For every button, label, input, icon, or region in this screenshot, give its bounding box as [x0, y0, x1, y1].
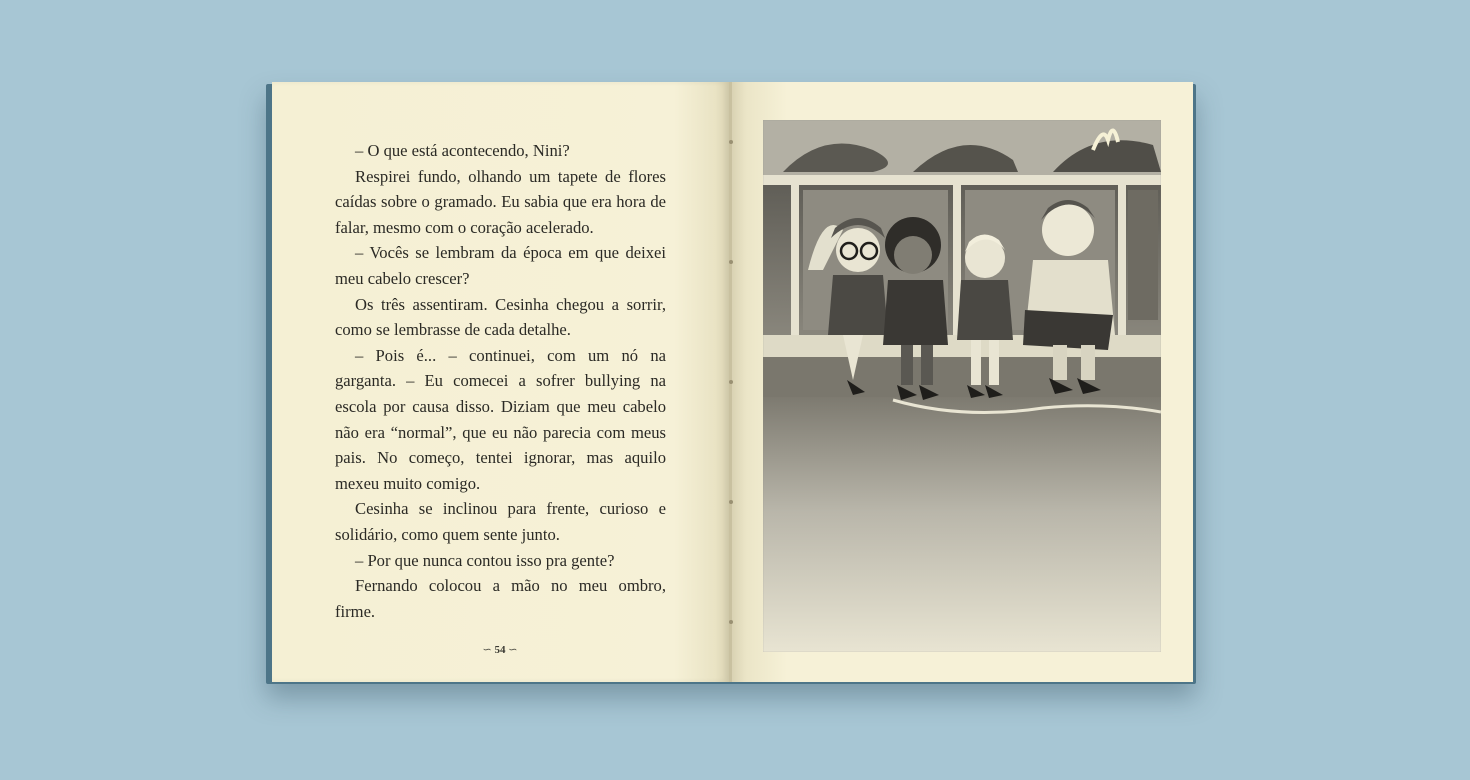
page-number-value: 54 — [494, 644, 506, 656]
paragraph: – O que está acontecendo, Nini? — [355, 141, 570, 160]
binding-stitch — [729, 260, 733, 264]
paragraph: Cesinha se inclinou para frente, curioso e solidário, como quem sente junto. — [335, 499, 666, 544]
binding-stitch — [729, 620, 733, 624]
paragraph: – Pois é... – continuei, com um nó na garganta. – Eu comecei a sofrer bullying na escola por causa disso. Diziam que meu cabelo não era “normal”, que eu não parecia com meus pais. No começo, tentei ignorar, mas aquilo mexeu muito comigo. — [335, 345, 666, 493]
binding-stitch — [729, 380, 733, 384]
illustration-children-on-bench — [763, 120, 1161, 652]
binding-stitch — [729, 500, 733, 504]
paragraph: Os três assentiram. Cesinha chegou a sorrir, como se lembrasse de cada detalhe. — [335, 294, 666, 340]
ornament-icon: ∽ — [508, 644, 518, 656]
paragraph: Respirei fundo, olhando um tapete de flores caídas sobre o gramado. Eu sabia que era hora de falar, mesmo com o coração acelerado. — [335, 166, 666, 237]
story-text — [335, 138, 666, 624]
page-number — [450, 643, 550, 656]
ornament-icon: ∽ — [482, 644, 492, 656]
binding-stitch — [729, 140, 733, 144]
paragraph: – Por que nunca contou isso pra gente? — [355, 550, 615, 570]
paragraph: – Vocês se lembram da época em que deixei meu cabelo crescer? — [335, 243, 666, 288]
paragraph: Fernando colocou a mão no meu ombro, firme. — [335, 576, 666, 621]
